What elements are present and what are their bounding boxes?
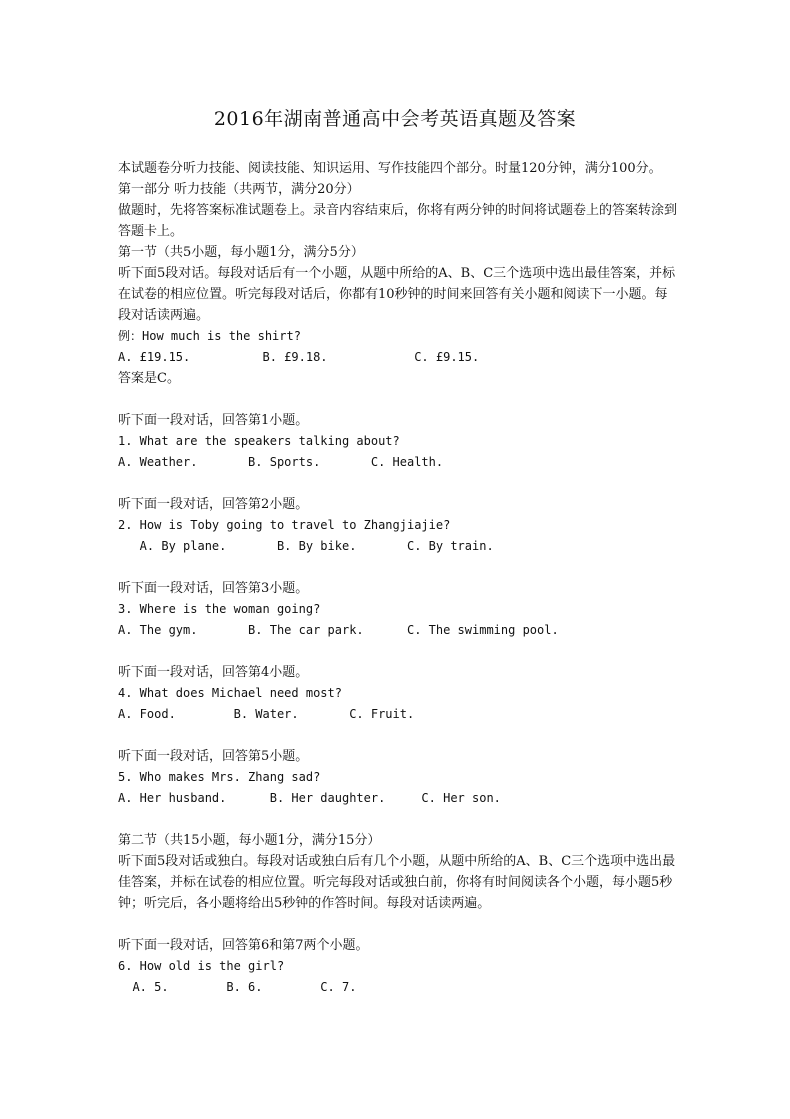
question-prompt: 听下面一段对话，回答第4小题。: [118, 665, 309, 680]
question-block: [118, 410, 678, 473]
section1-heading: 第一节（共5小题，每小题1分，满分5分）: [118, 245, 364, 260]
question-block: [118, 746, 678, 809]
question-block: [118, 935, 678, 998]
document-title: 2016年湖南普通高中会考英语真题及答案: [213, 108, 577, 130]
question-block: [118, 578, 678, 641]
section2-instructions: 听下面5段对话或独白。每段对话或独白后有几个小题，从题中所给的A、B、C三个选项中选出最佳答案，并标在试卷的相应位置。听完每段对话或独白前，你将有时间阅读各个小题，每小题5秒钟；听完后，各小题将给出5秒钟的作答时间。每段对话读两遍。: [118, 854, 676, 911]
spacer: [118, 809, 678, 830]
question-prompt: 听下面一段对话，回答第5小题。: [118, 749, 309, 764]
part1-heading: 第一部分 听力技能（共两节，满分20分）: [118, 182, 360, 197]
question-text: 5. Who makes Mrs. Zhang sad?: [118, 770, 321, 784]
spacer: [118, 473, 678, 494]
spacer: [118, 641, 678, 662]
example-answer: 答案是C。: [118, 371, 180, 386]
section2-heading: 第二节（共15小题，每小题1分，满分15分）: [118, 833, 381, 848]
question-text: 6. How old is the girl?: [118, 959, 285, 973]
question-prompt: 听下面一段对话，回答第1小题。: [118, 413, 309, 428]
question-text: 4. What does Michael need most?: [118, 686, 342, 700]
spacer: [118, 914, 678, 935]
question-text: 2. How is Toby going to travel to Zhangjiajie?: [118, 518, 451, 532]
part1-instructions: 做题时，先将答案标准试题卷上。录音内容结束后，你将有两分钟的时间将试题卷上的答案转涂到答题卡上。: [118, 203, 678, 239]
spacer: [118, 389, 678, 410]
question-prompt: 听下面一段对话，回答第2小题。: [118, 497, 309, 512]
question-options: A. 5. B. 6. C. 7.: [118, 980, 357, 994]
document-body: [118, 158, 678, 998]
intro-paragraph: 本试题卷分听力技能、阅读技能、知识运用、写作技能四个部分。时量120分钟，满分100分。: [118, 161, 662, 176]
question-options: A. The gym. B. The car park. C. The swimming pool.: [118, 623, 559, 637]
question-prompt: 听下面一段对话，回答第3小题。: [118, 581, 309, 596]
question-block: [118, 494, 678, 557]
question-options: A. Food. B. Water. C. Fruit.: [118, 707, 415, 721]
question-text: 3. Where is the woman going?: [118, 602, 321, 616]
example-options: A. £19.15. B. £9.18. C. £9.15.: [118, 350, 480, 364]
question-options: A. Her husband. B. Her daughter. C. Her son.: [118, 791, 501, 805]
section1-instructions: 听下面5段对话。每段对话后有一个小题，从题中所给的A、B、C三个选项中选出最佳答案，并标在试卷的相应位置。听完每段对话后，你都有10秒钟的时间来回答有关小题和阅读下一小题。每段对话读两遍。: [118, 266, 676, 323]
question-block: [118, 662, 678, 725]
spacer: [118, 725, 678, 746]
spacer: [118, 557, 678, 578]
question-options: A. Weather. B. Sports. C. Health.: [118, 455, 444, 469]
example-question: 例：How much is the shirt?: [118, 329, 301, 343]
question-prompt: 听下面一段对话，回答第6和第7两个小题。: [118, 938, 369, 953]
question-text: 1. What are the speakers talking about?: [118, 434, 400, 448]
question-options: A. By plane. B. By bike. C. By train.: [118, 539, 494, 553]
